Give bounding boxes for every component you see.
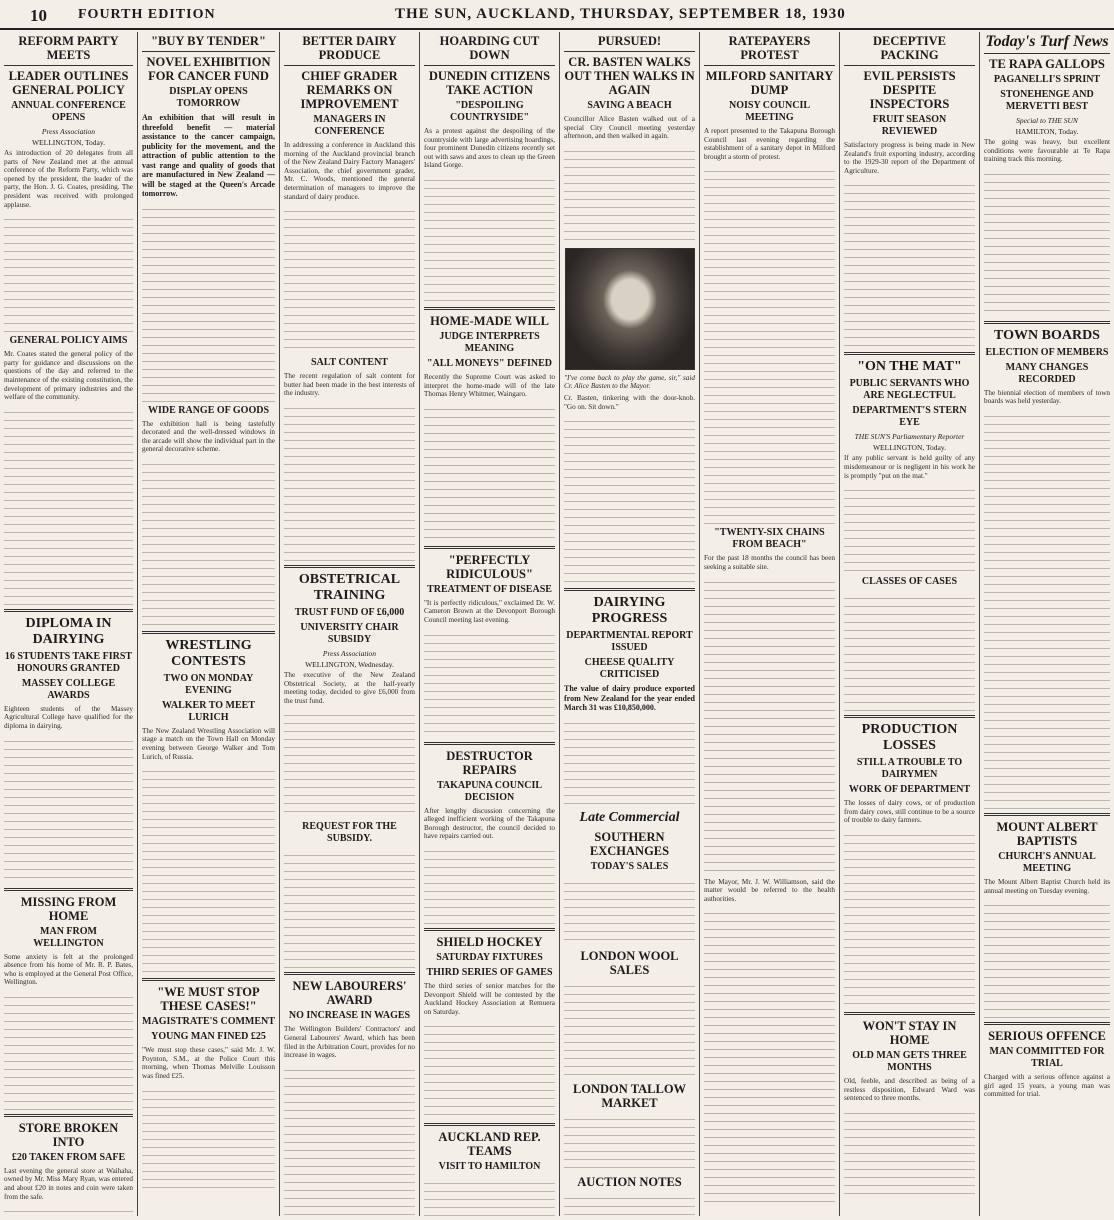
article-text: Satisfactory progress is being made in New Zealand's fruit exporting industry, according to the 1929-30 report of the Department of Agriculture. (844, 141, 975, 175)
article-text-block (844, 178, 975, 348)
headline: HOME-MADE WILL (430, 313, 549, 328)
subheadline: DISPLAY OPENS TOMORROW (169, 86, 248, 109)
subheadline: NO INCREASE IN WAGES (288, 1010, 411, 1022)
article-text: Recently the Supreme Court was asked to interpret the home-made will of the late Thomas Henry Whitmer, Waingaro. (424, 372, 555, 399)
dateline: WELLINGTON, Today. (31, 138, 106, 147)
headline: AUCTION NOTES (577, 1174, 682, 1189)
article-text: After lengthy discussion concerning the alleged inefficient working of the Takapuna Borough destructor, the council decided to have repairs carried out. (424, 806, 555, 841)
section-heading: WIDE RANGE OF GOODS (147, 404, 270, 416)
article-text-block (704, 164, 835, 524)
subheadline: WALKER TO MEET LURICH (162, 699, 255, 723)
article-text: As introduction of 20 delegates from all parts of New Zealand met at the annual conference of the Reform Party, which was opened by the president, the leader of the party, the Hon. J. G. Coates, presiding. The president was received with prolonged applause. (4, 149, 133, 209)
article-text-block (142, 1084, 275, 1194)
headline: OBSTETRICAL TRAINING (298, 571, 401, 603)
article-text: The Wellington Builders' Contractors' and General Labourers' Award, which has been filed in the Arbitration Court, provides for no increase in wages. (284, 1025, 415, 1060)
article-text: "We must stop these cases," said Mr. J. W. Poynton, S.M., at the Police Court this morning, when Thomas Melville Louisson was fined £25. (142, 1046, 275, 1081)
headline: DIPLOMA IN DAIRYING (25, 615, 112, 647)
subheadline: TWO ON MONDAY EVENING (163, 672, 254, 696)
article-text-block (844, 828, 975, 1008)
page-number: 10 (30, 6, 47, 25)
headline: DECEPTIVE PACKING (873, 34, 946, 62)
column-4 (420, 32, 560, 1216)
subheadline: DEPARTMENTAL REPORT ISSUED (566, 630, 693, 654)
article-text-block (284, 708, 415, 818)
article-text: The Mayor, Mr. J. W. Williamson, said the matter would be referred to the health authorities. (704, 877, 835, 903)
subheadline: ANNUAL CONFERENCE OPENS (11, 100, 126, 123)
article-text-block (284, 204, 415, 354)
subheadline: MASSEY COLLEGE AWARDS (21, 677, 116, 701)
article-text-block (4, 212, 133, 332)
article-text-block (564, 979, 695, 1079)
headline: PRODUCTION LOSSES (861, 722, 958, 754)
subheadline: MANAGERS IN CONFERENCE (313, 114, 386, 137)
subheadline: MILFORD SANITARY DUMP (705, 69, 834, 97)
article-text-block (984, 167, 1110, 317)
article-text: The losses of dairy cows, or of production from dairy cows, still continue to be a source of trouble to dairy farmers. (844, 799, 975, 825)
article-text-block (424, 1019, 555, 1119)
subheadline: 16 STUDENTS TAKE FIRST HONOURS GRANTED (4, 650, 133, 674)
subheadline: CHEESE QUALITY CRITICISED (584, 657, 675, 681)
column-3 (280, 32, 420, 1216)
article-text-block (844, 1106, 975, 1196)
article-text-block (142, 457, 275, 627)
article-text-block (284, 401, 415, 561)
article-text: For the past 18 months the council has been seeking a suitable site. (704, 554, 835, 571)
headline: Today's Turf News (985, 33, 1109, 50)
subheadline: THIRD SERIES OF GAMES (426, 966, 553, 978)
article-text-block (564, 144, 695, 244)
headline: DAIRYING PROGRESS (591, 595, 668, 627)
article-text: Cr. Basten, tinkering with the door-knob. "Go on. Sit down." (564, 393, 695, 411)
article-text: As a protest against the despoiling of the countryside with large advertising hoardings, four prominent Dunedin citizens recently set out with saws and axes to clean up the Green Island Gorge. (424, 127, 555, 170)
section-heading: REQUEST FOR THE SUBSIDY. (302, 821, 397, 845)
subheadline: DEPARTMENT'S STERN EYE (852, 405, 967, 429)
byline: Special to THE SUN (1016, 116, 1078, 125)
article-text-block (984, 898, 1110, 1018)
headline: SERIOUS OFFENCE (988, 1029, 1106, 1044)
headline: REFORM PARTY MEETS (18, 34, 119, 62)
headline: "PERFECTLY RIDICULOUS" (446, 552, 533, 581)
byline: Press Association (41, 127, 96, 136)
dateline: WELLINGTON, Today. (872, 443, 947, 453)
subheadline: TRUST FUND OF £6,000 (294, 606, 405, 618)
subheadline: WORK OF DEPARTMENT (848, 784, 971, 796)
article-text: If any public servant is held guilty of any misdemeanour or is negligent in his work he is promptly "put on the mat." (844, 454, 975, 480)
subheadline: TE RAPA GALLOPS (989, 57, 1105, 71)
article-text-block (704, 906, 835, 1206)
newspaper-title: THE SUN, AUCKLAND, THURSDAY, SEPTEMBER 18, 1930 (395, 6, 846, 22)
headline: WON'T STAY IN HOME (862, 1018, 957, 1047)
subheadline: SAVING A BEACH (587, 100, 672, 111)
subheadline: VISIT TO HAMILTON (438, 1161, 541, 1173)
subheadline: MAN FROM WELLINGTON (33, 925, 104, 949)
article-text: "It is perfectly ridiculous," exclaimed Dr. W. Cameron Brown at the Devonport Borough Council meeting last evening. (424, 598, 555, 624)
article-text: The exhibition hall is being tastefully decorated and the well-dressed windows in the arcade will show the individual part in the general decorative scheme. (142, 419, 275, 454)
article-text: Old, feeble, and described as being of a restless disposition, Edward Ward was sentenced to three months. (844, 1076, 975, 1103)
article-text-block (564, 876, 695, 946)
subheadline: DUNEDIN CITIZENS TAKE ACTION (428, 69, 551, 97)
article-text: Eighteen students of the Massey Agricultural College have qualified for the diploma in dairying. (4, 704, 133, 730)
column-7 (840, 32, 980, 1216)
article-text: A report presented to the Takapuna Borough Council last evening regarding the establishment of a sanitary depot in Milford brought a storm of protest. (704, 127, 835, 161)
subheadline: TREATMENT OF DISEASE (427, 583, 552, 595)
article-text: The recent regulation of salt content for butter had been made in the best interests of the industry. (284, 372, 415, 398)
headline: PURSUED! (597, 34, 662, 48)
article-text-block (564, 1112, 695, 1172)
byline: THE SUN'S Parliamentary Reporter (854, 432, 965, 442)
subheadline: CHIEF GRADER REMARKS ON IMPROVEMENT (300, 69, 399, 111)
headline: LONDON TALLOW MARKET (572, 1081, 687, 1110)
subheadline: UNIVERSITY CHAIR SUBSIDY (300, 621, 399, 645)
article-text-block (284, 1063, 415, 1216)
article-text-block (4, 990, 133, 1110)
article-text-block (844, 591, 975, 711)
subheadline: FRUIT SEASON REVIEWED (872, 114, 947, 137)
edition-label: FOURTH EDITION (78, 7, 216, 22)
subheadline: ELECTION OF MEMBERS (985, 346, 1109, 358)
article-text-block (424, 402, 555, 542)
article-text-block (142, 764, 275, 974)
article-text-block (984, 409, 1110, 809)
headline: TOWN BOARDS (994, 327, 1100, 343)
subheadline: CR. BASTEN WALKS OUT THEN WALKS IN AGAIN (564, 55, 695, 97)
headline: DESTRUCTOR REPAIRS (446, 748, 533, 777)
headline: RATEPAYERS PROTEST (728, 34, 811, 62)
article-text-block (4, 1204, 133, 1216)
subheadline: LEADER OUTLINES GENERAL POLICY (8, 69, 129, 97)
subheadline: "DESPOILING COUNTRYSIDE" (449, 100, 530, 123)
subheadline: NOVEL EXHIBITION FOR CANCER FUND (146, 55, 271, 83)
article-lead: The value of dairy produce exported from New Zealand for the year ended March 31 was £10,850,000. (564, 684, 695, 713)
headline: "WE MUST STOP THESE CASES!" (157, 985, 260, 1014)
headline: SHIELD HOCKEY (436, 934, 543, 949)
subheadline: NOISY COUNCIL MEETING (728, 100, 811, 123)
headline: MOUNT ALBERT BAPTISTS (996, 819, 1098, 848)
headline: STORE BROKEN INTO (18, 1120, 119, 1149)
subheadline: "ALL MONEYS" DEFINED (426, 357, 552, 369)
subheadline: EVIL PERSISTS DESPITE INSPECTORS (863, 69, 956, 111)
subheadline: TAKAPUNA COUNCIL DECISION (436, 779, 543, 803)
article-text: Some anxiety is felt at the prolonged absence from his home of Mr. R. P. Bates, who is employed at the General Post Office, Wellington. (4, 952, 133, 987)
section-heading: SALT CONTENT (311, 357, 388, 369)
column-5 (560, 32, 700, 1216)
article-text-block (142, 202, 275, 402)
article-text-block (4, 405, 133, 605)
article-text: Councillor Alice Basten walked out of a special City Council meeting yesterday afternoon, and then walked in again. (564, 115, 695, 141)
section-heading: GENERAL POLICY AIMS (9, 335, 128, 347)
article-text: In addressing a conference in Auckland this morning of the Auckland provincial branch of the New Zealand Dairy Factory Managers' Association, the chief government grader, Mr. C. Woods, mentioned the general determination of managers to improve the standard of dairy produce. (284, 141, 415, 201)
column-6 (700, 32, 840, 1216)
article-text-block (564, 414, 695, 584)
article-text: The going was heavy, but excellent conditions were favourable at Te Rapa training track this morning. (984, 138, 1110, 164)
headline: AUCKLAND REP. TEAMS (438, 1130, 541, 1159)
article-text: The executive of the New Zealand Obstetrical Society, at the half-yearly meeting today, decided to give £6,000 from the trust fund. (284, 670, 415, 705)
portrait-photo (565, 248, 695, 370)
article-text: The Mount Albert Baptist Church held its annual meeting on Tuesday evening. (984, 877, 1110, 895)
column-2 (138, 32, 280, 1216)
article-text-block (844, 483, 975, 573)
subheadline: JUDGE INTERPRETS MEANING (439, 330, 540, 354)
subheadline: PUBLIC SERVANTS WHO ARE NEGLECTFUL (849, 378, 970, 402)
headline: LONDON WOOL SALES (580, 948, 679, 977)
subheadline: YOUNG MAN FINED £25 (151, 1031, 266, 1043)
article-text: The third series of senior matches for the Devonport Shield will be contested by the Auckland Hockey Association at Remuera on Saturday. (424, 981, 555, 1016)
article-text-block (704, 575, 835, 875)
headline: MISSING FROM HOME (20, 894, 117, 923)
headline: HOARDING CUT DOWN (439, 34, 540, 62)
column-1 (0, 32, 138, 1216)
subheadline: £20 TAKEN FROM SAFE (11, 1151, 126, 1163)
article-text: The biennial election of members of town boards was held yesterday. (984, 388, 1110, 406)
subheadline: MAGISTRATE'S COMMENT (142, 1016, 275, 1028)
dateline: HAMILTON, Today. (1015, 127, 1079, 136)
article-text-block (284, 848, 415, 968)
headline: NEW LABOURERS' AWARD (292, 979, 407, 1008)
subheadline: STILL A TROUBLE TO DAIRYMEN (856, 757, 963, 781)
subheadline: TODAY'S SALES (590, 860, 669, 872)
subheadline: MANY CHANGES RECORDED (1005, 361, 1089, 385)
article-text: The New Zealand Wrestling Association will stage a match on the Town Hall on Monday evening between George Walker and Tom Lurich, of Russia. (142, 726, 275, 761)
article-text-block (4, 734, 133, 884)
column-8 (980, 32, 1114, 1216)
article-text-block (424, 844, 555, 924)
section-heading: CLASSES OF CASES (861, 576, 958, 588)
byline: Press Association (322, 648, 377, 658)
subheadline: SATURDAY FIXTURES (436, 951, 543, 963)
headline: BETTER DAIRY PRODUCE (302, 34, 397, 62)
article-text: Mr. Coates stated the general policy of the party for guidance and discussions on the questions of the day and referred to the maintenance of the existing constitution, the development of primary industries and the welfare of the community. (4, 350, 133, 402)
headline: "BUY BY TENDER" (151, 34, 266, 48)
article-text: Last evening the general store at Waihaha, owned by Mr. Miss Mary Ryan, was entered and about £20 in notes and coin were taken from the safe. (4, 1166, 133, 1201)
headline: WRESTLING CONTESTS (165, 637, 252, 669)
article-text-block (564, 1191, 695, 1216)
article-lead: An exhibition that will result in threefold benefit — material assistance to the cancer campaign, publicity for the movement, and the attraction of public attention to the vast range and quality of goods that are manufactured in New Zealand — will be staged at the Queen's Arcade tomorrow. (142, 113, 275, 198)
section-banner: Late Commercial (579, 809, 680, 825)
dateline: WELLINGTON, Wednesday. (305, 659, 394, 669)
headline: "ON THE MAT" (857, 359, 962, 375)
masthead (0, 0, 1114, 30)
article-text-block (564, 716, 695, 806)
subheadline: OLD MAN GETS THREE MONTHS (852, 1049, 967, 1073)
photo-caption: "I've come back to play the game, sir," said Cr. Alice Basten to the Mayor. (564, 373, 695, 391)
article-text-block (424, 173, 555, 303)
article-text: Charged with a serious offence against a girl aged 15 years, a young man was committed for trial. (984, 1073, 1110, 1099)
subheadline: STONEHENGE AND MERVETTI BEST (1000, 89, 1094, 112)
article-text-block (424, 628, 555, 738)
article-text-block (424, 1176, 555, 1216)
subheadline: CHURCH'S ANNUAL MEETING (998, 850, 1096, 874)
section-heading: "TWENTY-SIX CHAINS FROM BEACH" (714, 527, 825, 551)
subheadline: MAN COMMITTED FOR TRIAL (989, 1046, 1105, 1070)
headline: SOUTHERN EXCHANGES (589, 829, 670, 858)
subheadline: PAGANELLI'S SPRINT (993, 74, 1101, 85)
